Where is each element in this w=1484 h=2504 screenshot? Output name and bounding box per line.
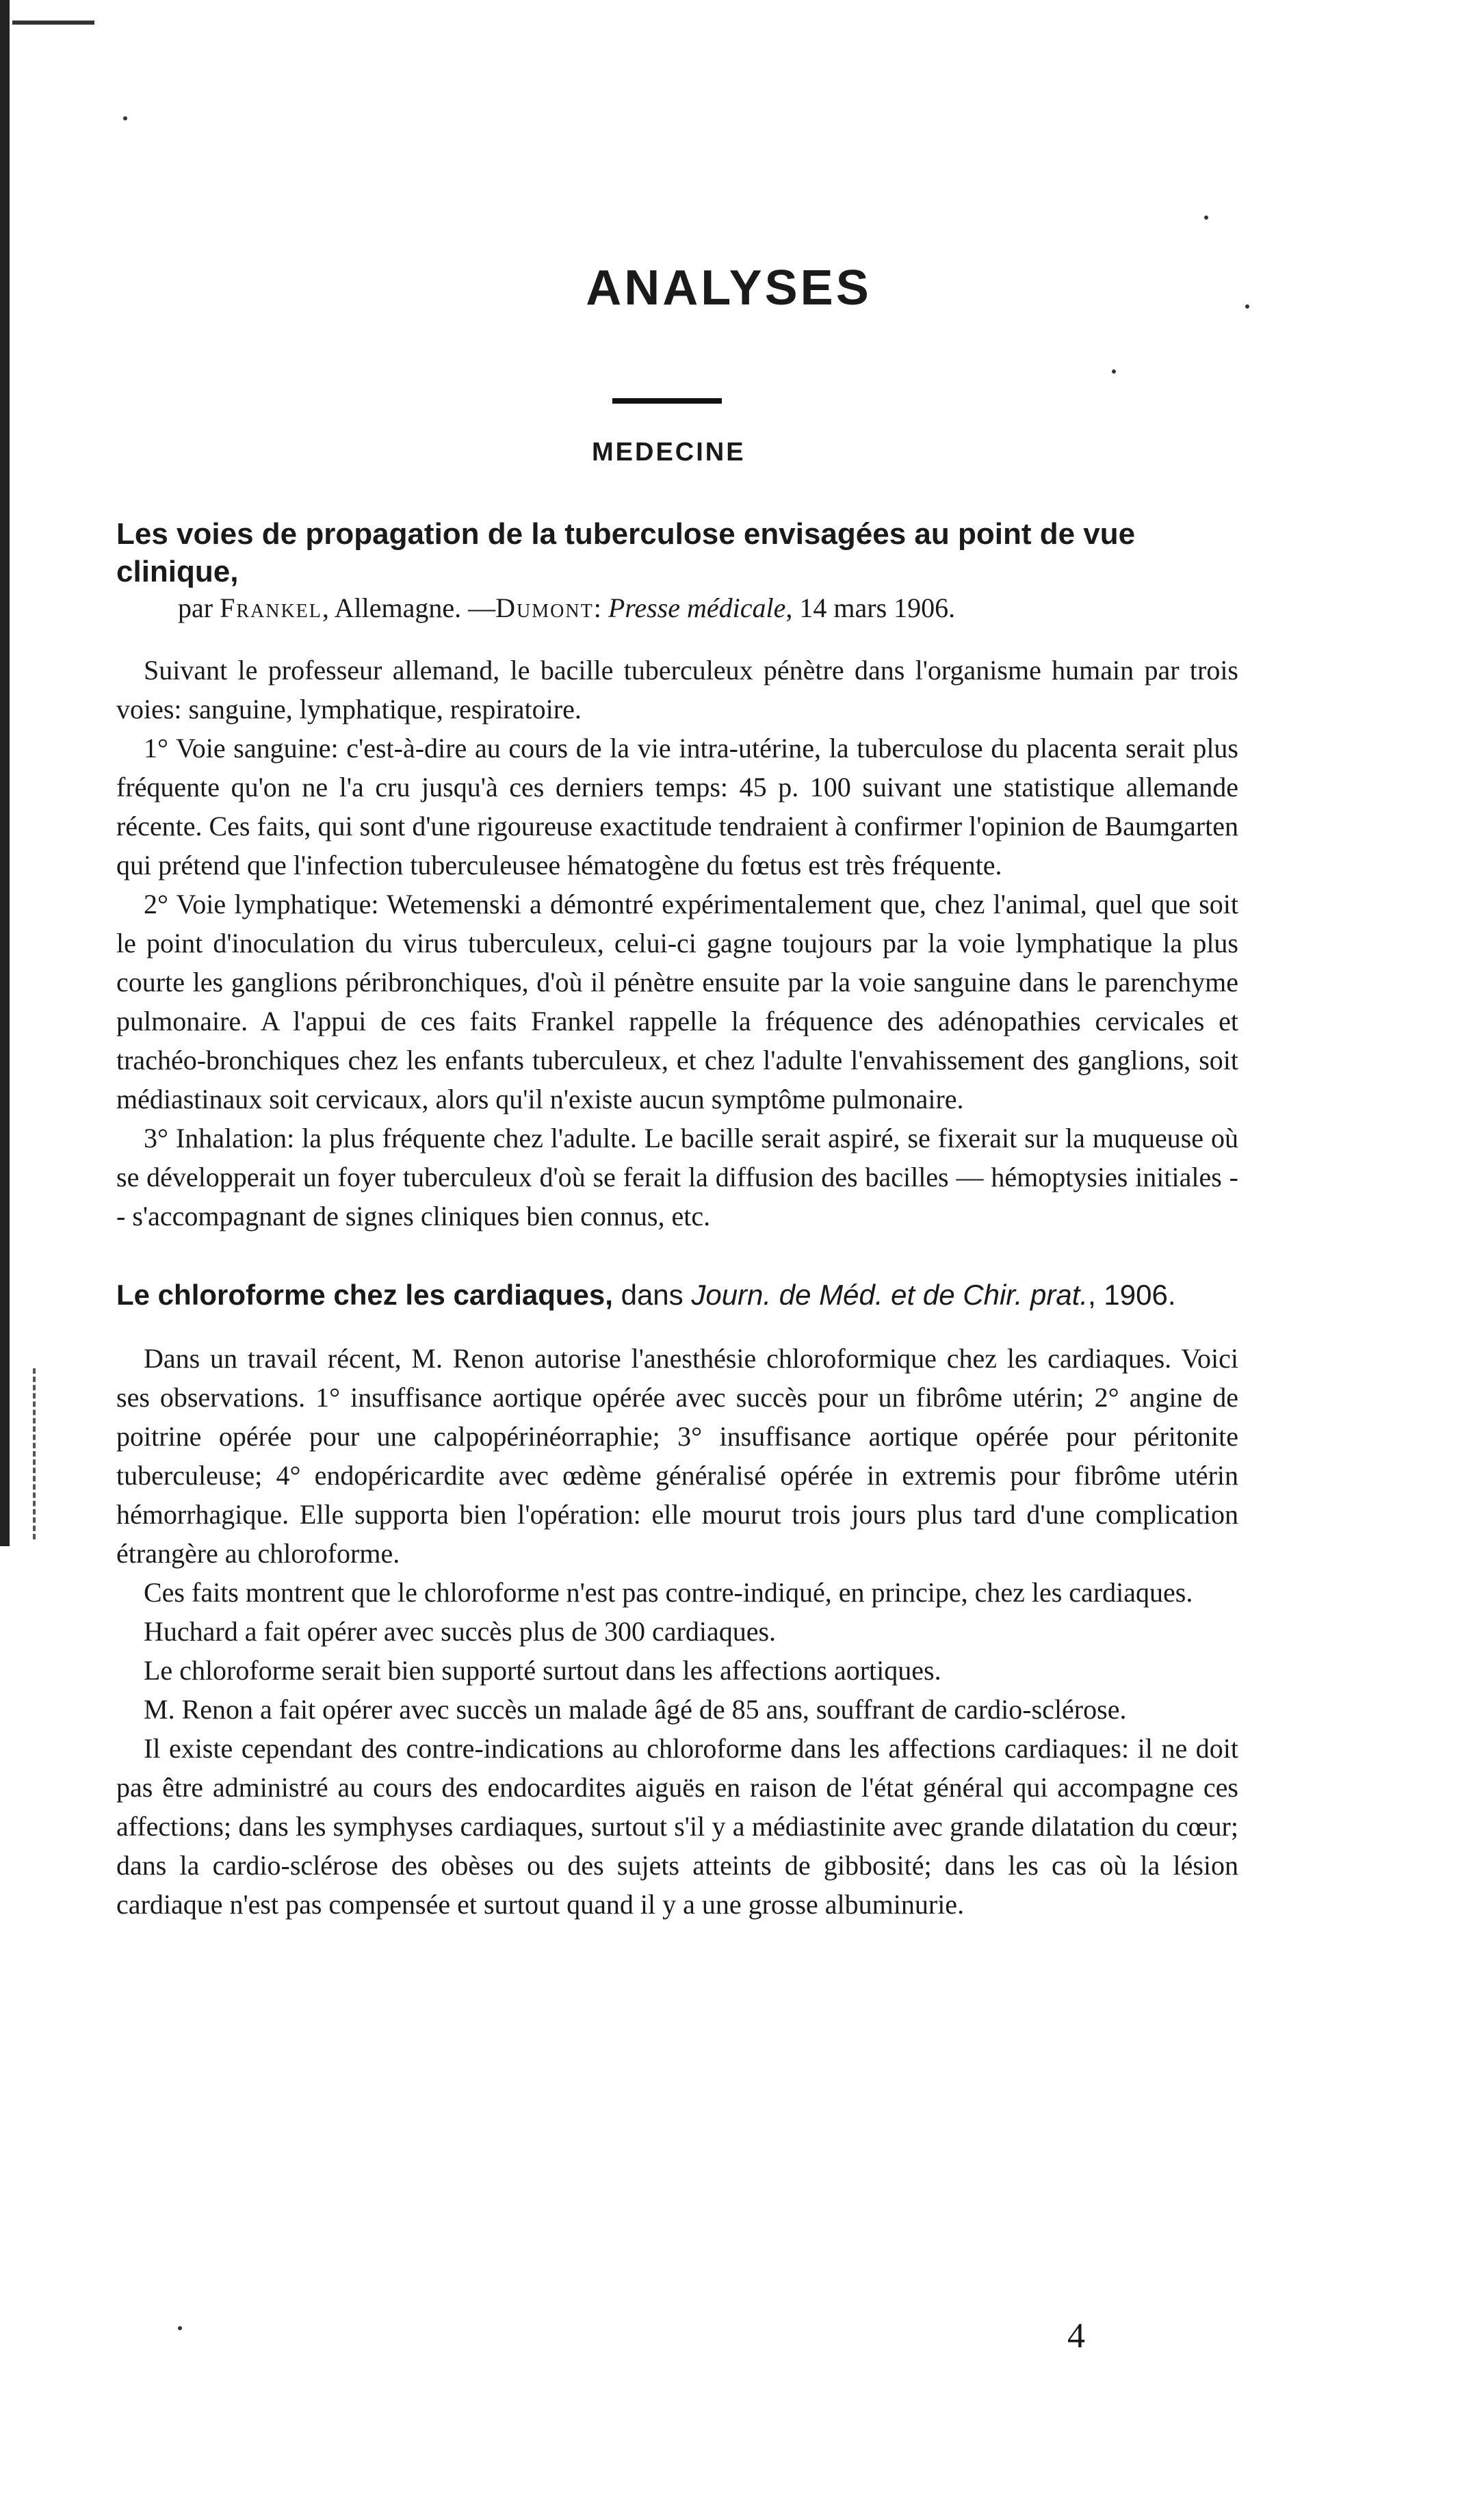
page-content xyxy=(116,260,1238,1924)
paragraph: M. Renon a fait opérer avec succès un malade âgé de 85 ans, souffrant de cardio-sclérose. xyxy=(144,1693,1127,1725)
article-2-body xyxy=(116,1339,1238,1924)
page-number: 4 xyxy=(1067,2317,1085,2356)
journal-name: Journ. de Méd. et de Chir. prat. xyxy=(691,1279,1089,1311)
paragraph: Il existe cependant des contre-indications au chloroforme dans les affections cardiaques: il ne doit pas être administré au cours des endocardites aiguës en raison de l'état général qui accompagne ces affections; dans les symphyses cardiaques, surtout s'il y a médiastinite avec grande dilatation du cœur; dans la cardio-sclérose des obèses ou des sujets atteints de gibbosité; dans les cas où la lésion cardiaque n'est pas compensée et surtout quand il y a une grosse albuminurie. xyxy=(116,1732,1238,1920)
paragraph: Dans un travail récent, M. Renon autorise l'anesthésie chloroformique chez les cardiaques. Voici ses observations. 1° insuffisance aortique opérée avec succès pour un fibrôme utérin; 2° angine de poitrine opérée pour une calpopérinéorraphie; 3° insuffisance aortique opérée pour péritonite tuberculeuse; 4° endopéricardite avec œdème généralisé opérée in extremis pour fibrôme utérin hémorrhagique. Elle supporta bien l'opération: elle mourut trois jours plus tard d'une complication étrangère au chloroforme. xyxy=(116,1342,1238,1569)
publication-date: , 14 mars 1906. xyxy=(785,592,956,623)
paragraph: 2° Voie lymphatique: Wetemenski a démontré expérimentalement que, chez l'animal, quel que soit le point d'inoculation du virus tuberculeux, celui-ci gagne toujours par la voie lymphatique la plus courte les ganglions péribronchiques, d'où il pénètre ensuite par la voie sanguine dans le parenchyme pulmonaire. A l'appui de ces faits Frankel rappelle la fréquence des adénopathies cervicales et trachéo-bronchiques chez les enfants tuberculeux, et chez l'adulte l'envahissement des ganglions, soit médiastinaux soit cervicaux, alors qu'il n'existe aucun symptôme pulmonaire. xyxy=(116,889,1238,1114)
author-name: Frankel xyxy=(220,592,322,623)
article-1-title: Les voies de propagation de la tuberculose envisagées au point de vue clinique, xyxy=(116,517,1136,588)
author-country: , Allemagne. — xyxy=(322,592,496,623)
title-divider xyxy=(612,398,722,404)
paragraph: Ces faits montrent que le chloroforme n'est pas contre-indiqué, en principe, chez les cardiaques. xyxy=(144,1576,1193,1608)
scan-speck xyxy=(1245,304,1249,309)
journal-name: Presse médicale xyxy=(608,592,786,623)
paragraph: Huchard a fait opérer avec succès plus de 300 cardiaques. xyxy=(144,1615,777,1647)
article-1-byline xyxy=(178,590,1238,626)
margin-dash-mark xyxy=(33,1368,38,1539)
article-2-title-lead: Le chloroforme chez les cardiaques, xyxy=(116,1279,613,1311)
scan-speck xyxy=(123,116,127,120)
binding-edge-rule xyxy=(0,0,10,1546)
paragraph: Suivant le professeur allemand, le bacille tuberculeux pénètre dans l'organisme humain par trois voies: sanguine, lymphatique, respiratoire. xyxy=(116,655,1238,725)
paragraph: Le chloroforme serait bien supporté surtout dans les affections aortiques. xyxy=(144,1654,941,1686)
article-2-title-mid: dans xyxy=(612,1279,692,1311)
article-1-body xyxy=(116,651,1238,1236)
paragraph: 3° Inhalation: la plus fréquente chez l'adulte. Le bacille serait aspiré, se fixerait sur la muqueuse où se développerait un foyer tuberculeux d'où se ferait la diffusion des bacilles — hémoptysies initiales -- s'accompagnant de signes cliniques bien connus, etc. xyxy=(116,1123,1238,1231)
page-title: ANALYSES xyxy=(586,261,872,315)
corner-scan-mark xyxy=(12,21,94,52)
publication-year: , 1906. xyxy=(1088,1279,1176,1311)
article-2-title xyxy=(116,1277,1238,1314)
scan-speck xyxy=(1204,216,1208,220)
byline-prefix: par xyxy=(178,592,213,623)
byline-colon: : xyxy=(593,592,601,623)
reviewer-name: Dumont xyxy=(495,592,594,623)
paragraph: 1° Voie sanguine: c'est-à-dire au cours de la vie intra-utérine, la tuberculose du placenta serait plus fréquente qu'on ne l'a cru jusqu'à ces derniers temps: 45 p. 100 suivant une statistique allemande récente. Ces faits, qui sont d'une rigoureuse exactitude tendraient à confirmer l'opinion de Baumgarten qui prétend que l'infection tuberculeusee hématogène du fœtus est très fréquente. xyxy=(116,733,1238,881)
section-heading: MEDECINE xyxy=(592,438,746,467)
scan-speck xyxy=(178,2326,182,2330)
